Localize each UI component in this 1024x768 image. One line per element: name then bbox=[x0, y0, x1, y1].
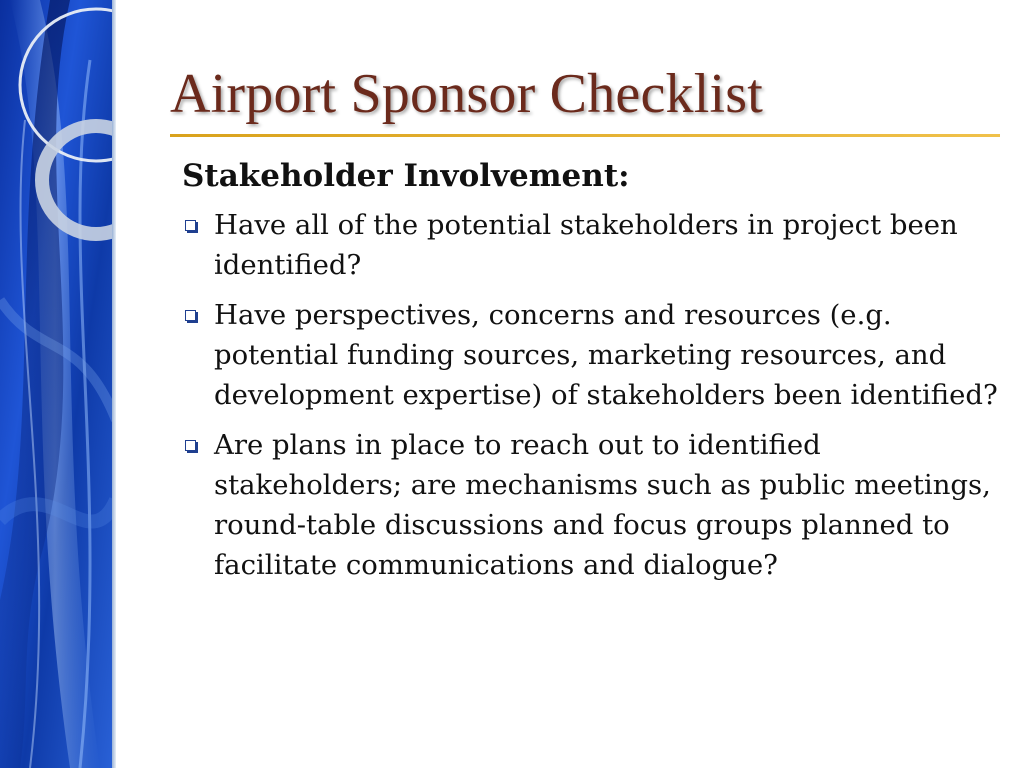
list-item-text: Have all of the potential stakeholders in project been identified? bbox=[214, 209, 958, 281]
checklist-bullets bbox=[182, 205, 1002, 585]
list-item-text: Are plans in place to reach out to identified stakeholders; are mechanisms such as public meetings, round-table discussions and focus groups planned to facilitate communications and dialogue? bbox=[214, 429, 991, 581]
list-item bbox=[182, 295, 1002, 415]
list-item-text: Have perspectives, concerns and resources (e.g. potential funding sources, marketing resources, and development expertise) of stakeholders been identified? bbox=[214, 299, 998, 411]
checkbox-square-icon bbox=[185, 220, 196, 231]
abstract-blue-background-image bbox=[0, 0, 116, 768]
section-heading: Stakeholder Involvement: bbox=[182, 158, 630, 194]
list-item bbox=[182, 425, 1002, 585]
slide-content bbox=[182, 153, 1002, 595]
decorative-side-panel bbox=[0, 0, 116, 768]
checkbox-square-icon bbox=[185, 310, 196, 321]
side-panel-edge bbox=[112, 0, 116, 768]
slide-title: Airport Sponsor Checklist bbox=[170, 63, 763, 125]
list-item bbox=[182, 205, 1002, 285]
title-underline bbox=[170, 134, 1000, 137]
checkbox-square-icon bbox=[185, 440, 196, 451]
